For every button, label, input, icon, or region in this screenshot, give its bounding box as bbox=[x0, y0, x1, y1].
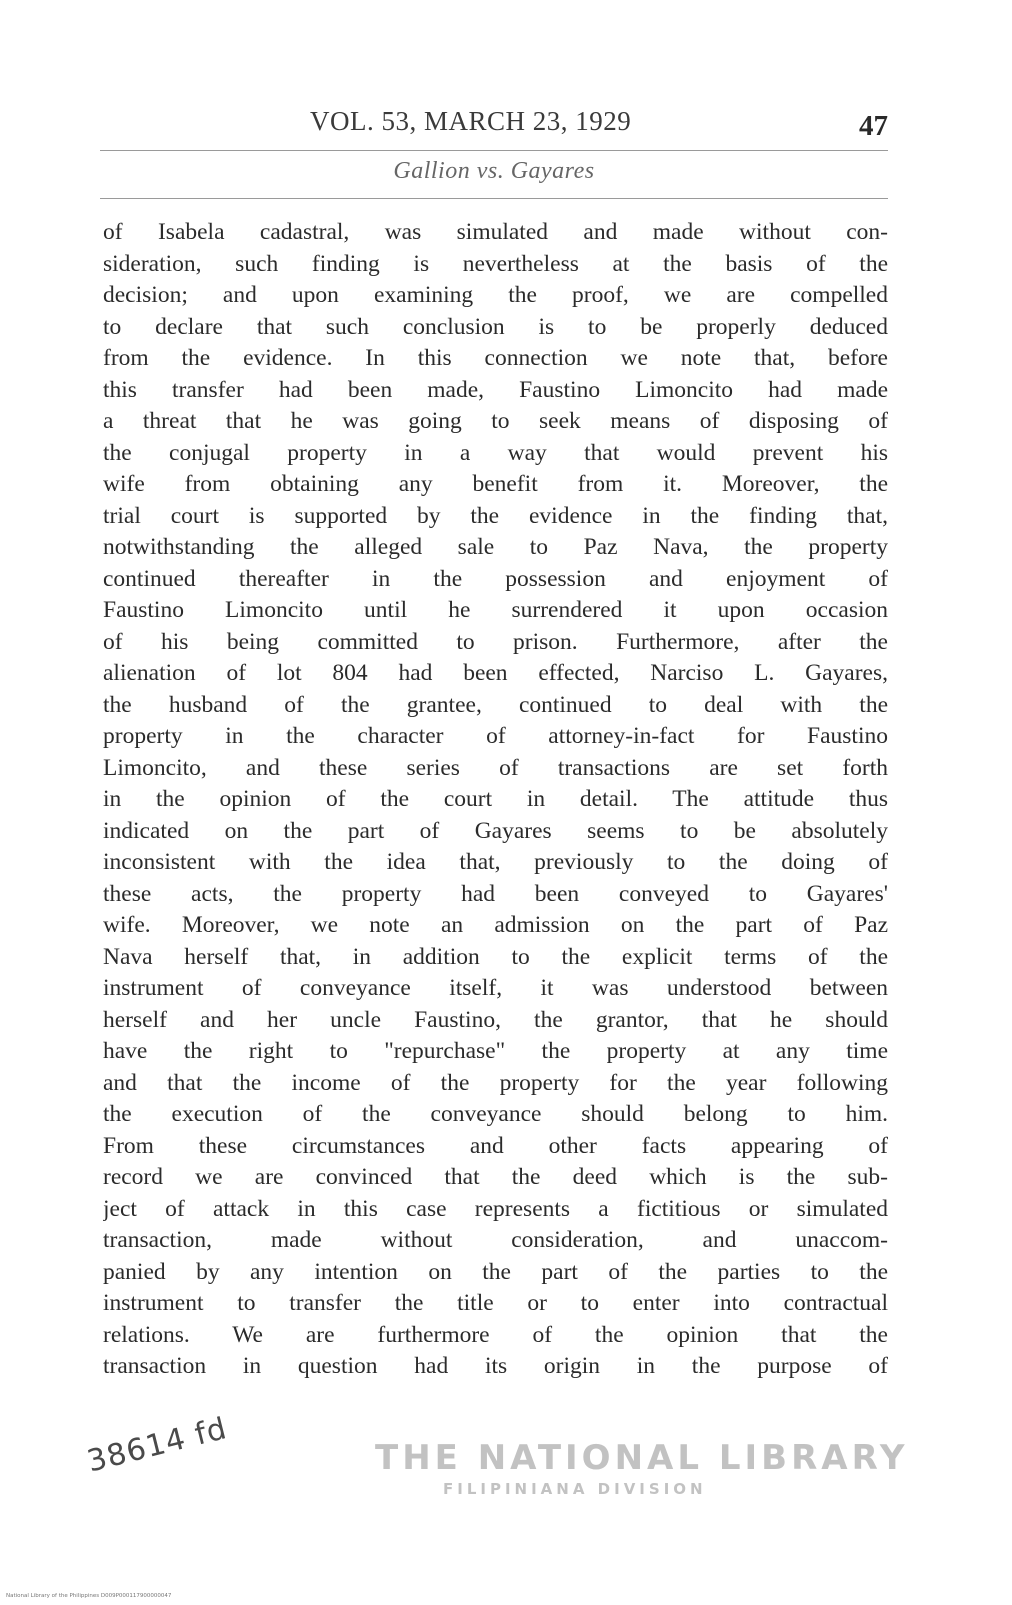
body-line: a threat that he was going to seek means of disposing of bbox=[103, 408, 888, 434]
body-line: Faustino Limoncito until he surrendered it upon occasion bbox=[103, 597, 888, 623]
body-line: property in the character of attorney-in-fact for Faustino bbox=[103, 723, 888, 749]
body-line: this transfer had been made, Faustino Limoncito had made bbox=[103, 376, 888, 403]
library-stamp bbox=[375, 1438, 909, 1508]
body-line: wife. Moreover, we note an admission on the part of Paz bbox=[103, 912, 888, 938]
body-line: these acts, the property had been conveyed to Gayares' bbox=[103, 880, 888, 907]
header-rule-top bbox=[100, 150, 888, 151]
body-line: to declare that such conclusion is to be properly deduced bbox=[103, 313, 888, 340]
stamp-line-1: THE NATIONAL LIBRARY bbox=[375, 1438, 909, 1478]
body-line: trial court is supported by the evidence in the finding that, bbox=[103, 502, 888, 529]
body-line: Nava herself that, in addition to the explicit terms of the bbox=[103, 943, 888, 970]
body-line: panied by any intention on the part of the parties to the bbox=[103, 1258, 888, 1285]
body-line: the husband of the grantee, continued to deal with the bbox=[103, 691, 888, 718]
case-title: Gallion vs. Gayares bbox=[393, 158, 595, 184]
header-rule-bottom bbox=[100, 198, 888, 199]
body-line: of Isabela cadastral, was simulated and made without con- bbox=[103, 219, 888, 245]
body-line: of his being committed to prison. Furthermore, after the bbox=[103, 628, 888, 655]
body-line: from the evidence. In this connection we note that, before bbox=[103, 345, 888, 371]
body-line: instrument to transfer the title or to enter into contractual bbox=[103, 1290, 888, 1316]
body-line: transaction in question had its origin in the purpose of bbox=[103, 1353, 888, 1379]
body-line: relations. We are furthermore of the opinion that the bbox=[103, 1321, 888, 1348]
body-line: herself and her uncle Faustino, the grantor, that he should bbox=[103, 1006, 888, 1033]
body-line: wife from obtaining any benefit from it. Moreover, the bbox=[103, 471, 888, 497]
body-line: record we are convinced that the deed which is the sub- bbox=[103, 1164, 888, 1190]
body-line: decision; and upon examining the proof, we are compelled bbox=[103, 282, 888, 308]
running-head: VOL. 53, MARCH 23, 1929 bbox=[310, 106, 632, 136]
body-line: the conjugal property in a way that would prevent his bbox=[103, 439, 888, 466]
handwritten-note: 38614 fd bbox=[83, 1411, 231, 1480]
body-line: have the right to "repurchase" the property at any time bbox=[103, 1038, 888, 1064]
body-line: instrument of conveyance itself, it was understood between bbox=[103, 975, 888, 1001]
body-line: in the opinion of the court in detail. The attitude thus bbox=[103, 786, 888, 812]
body-line: indicated on the part of Gayares seems to be absolutely bbox=[103, 817, 888, 844]
page-header bbox=[100, 98, 900, 148]
body-text bbox=[103, 217, 888, 1383]
body-line: transaction, made without consideration, and unaccom- bbox=[103, 1227, 888, 1253]
body-line: notwithstanding the alleged sale to Paz Nava, the property bbox=[103, 534, 888, 560]
body-line: sideration, such finding is nevertheless at the basis of the bbox=[103, 250, 888, 277]
body-line: inconsistent with the idea that, previously to the doing of bbox=[103, 849, 888, 875]
body-line: Limoncito, and these series of transactions are set forth bbox=[103, 754, 888, 781]
stamp-line-2: FILIPINIANA DIVISION bbox=[443, 1480, 707, 1498]
body-line: From these circumstances and other facts appearing of bbox=[103, 1132, 888, 1159]
footer-credit: National Library of the Philippines D009P000117900000047 bbox=[6, 1593, 172, 1599]
body-line: ject of attack in this case represents a fictitious or simulated bbox=[103, 1195, 888, 1222]
body-line: alienation of lot 804 had been effected, Narciso L. Gayares, bbox=[103, 660, 888, 686]
body-line: and that the income of the property for the year following bbox=[103, 1069, 888, 1096]
body-line: the execution of the conveyance should belong to him. bbox=[103, 1101, 888, 1127]
body-line: continued thereafter in the possession and enjoyment of bbox=[103, 565, 888, 592]
page-number: 47 bbox=[859, 110, 888, 142]
